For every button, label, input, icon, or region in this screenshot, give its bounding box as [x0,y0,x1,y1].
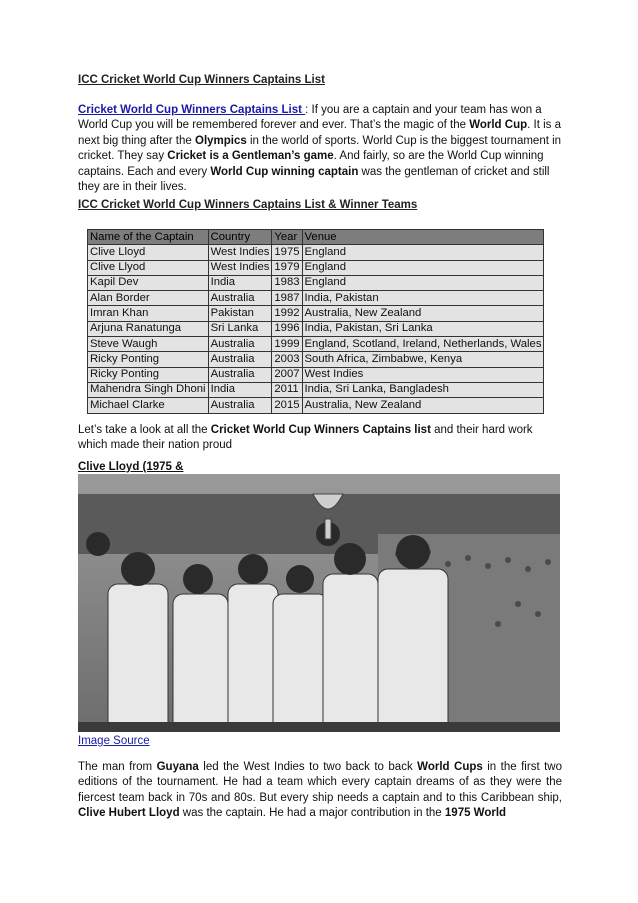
page-title: ICC Cricket World Cup Winners Captains List [78,74,325,86]
section-heading: ICC Cricket World Cup Winners Captains List & Winner Teams [78,199,418,211]
table-header-row [88,230,544,245]
body-bold-1975-world: 1975 World [444,807,507,820]
table-header-cell: Country [208,230,272,245]
table-cell: South Africa, Zimbabwe, Kenya [302,352,544,367]
table-cell: Clive Lloyd [88,245,209,260]
table-cell: England [302,275,544,290]
body-text-4: was the captain. He had a major contribution in the [179,807,445,820]
table-cell: Kapil Dev [88,275,209,290]
table-header-cell: Name of the Captain [88,230,209,245]
table-cell: Sri Lanka [208,321,272,336]
table-cell: Australia [208,291,272,306]
table-cell: England [302,260,544,275]
table-cell: Michael Clarke [88,398,209,413]
body-text-3: in the first two editions of the tournament. He had a team which every captain dreams of as they were the fiercest team back in 70s and 80s. But every ship needs a captain and to this Caribbean ship, [78,761,563,804]
table-cell: West Indies [302,367,544,382]
table-row [88,321,544,336]
table-cell: India, Pakistan [302,291,544,306]
table-cell: India, Pakistan, Sri Lanka [302,321,544,336]
table-cell: Australia, New Zealand [302,306,544,321]
table-cell: Australia [208,352,272,367]
intro-text-2: . It is a next big thing after the [78,119,561,147]
table-cell: West Indies [208,260,272,275]
table-cell: Ricky Ponting [88,367,209,382]
table-cell: 2015 [272,398,302,413]
table-row [88,245,544,260]
table-row [88,367,544,382]
table-cell: Australia [208,367,272,382]
table-cell: India [208,382,272,397]
intro-bold-world-cup: World Cup [469,119,528,132]
table-cell: Alan Border [88,291,209,306]
table-row [88,352,544,367]
body-paragraph [78,760,562,822]
table-cell: Australia, New Zealand [302,398,544,413]
table-cell: Mahendra Singh Dhoni [88,382,209,397]
intro-bold-olympics: Olympics [195,134,247,147]
intro-text-5: was the gentleman of cricket and still they are in their lives. [78,165,550,194]
intro-text-3: in the world of sports. World Cup is the biggest tournament in cricket. They say [78,134,562,163]
intro-text-1: : If you are a captain and your team has won a World Cup you will be remembered forever and ever. That’s the magic of the [78,104,542,132]
table-cell: India, Sri Lanka, Bangladesh [302,382,544,397]
table-cell: Clive Llyod [88,260,209,275]
body-text-1: The man from [78,761,157,773]
table-cell: 1996 [272,321,302,336]
table-cell: Ricky Ponting [88,352,209,367]
photo-illustration [78,474,560,732]
table-cell: Steve Waugh [88,337,209,352]
table-header-cell: Venue [302,230,544,245]
table-cell: 2011 [272,382,302,397]
table-cell: 1975 [272,245,302,260]
table-row [88,260,544,275]
table-cell: Imran Khan [88,306,209,321]
table-row [88,382,544,397]
intro-bold-winning-captain: World Cup winning captain [210,165,359,178]
followup-bold: Cricket World Cup Winners Captains list [210,424,431,436]
table-cell: 1999 [272,337,302,352]
table-cell: 2003 [272,352,302,367]
table-cell: Arjuna Ranatunga [88,321,209,336]
followup-text-1: Let’s take a look at all the [78,424,211,436]
table-cell: India [208,275,272,290]
intro-link[interactable]: Cricket World Cup Winners Captains List [78,104,306,116]
table-cell: Australia [208,337,272,352]
body-bold-guyana: Guyana [156,761,199,773]
table-cell: 1987 [272,291,302,306]
body-bold-clive-hubert-lloyd: Clive Hubert Lloyd [78,807,180,820]
table-row [88,291,544,306]
followup-text-2: and their hard work which made their nation proud [78,424,533,452]
body-text-2: led the West Indies to two back to back [198,761,418,773]
intro-text-4: . And fairly, so are the World Cup winning captains. Each and every [78,150,544,178]
table-row [88,337,544,352]
intro-bold-gentlemans-game: Cricket is a Gentleman’s game [167,150,334,163]
intro-paragraph [78,103,562,195]
table-cell: West Indies [208,245,272,260]
table-row [88,306,544,321]
image-source-link[interactable]: Image Source [78,735,150,747]
table-cell: 1983 [272,275,302,290]
table-cell: Pakistan [208,306,272,321]
table-row [88,398,544,413]
table-cell: 1979 [272,260,302,275]
followup-paragraph [78,423,562,454]
table-cell: England, Scotland, Ireland, Netherlands, Wales [302,337,544,352]
table-header-cell: Year [272,230,302,245]
body-bold-world-cups: World Cups [417,761,483,773]
team-celebration-photo [78,474,560,732]
captains-table [87,229,544,414]
table-cell: Australia [208,398,272,413]
table-cell: 2007 [272,367,302,382]
clive-lloyd-heading: Clive Lloyd (1975 & [78,461,184,473]
table-cell: 1992 [272,306,302,321]
table-row [88,275,544,290]
table-cell: England [302,245,544,260]
